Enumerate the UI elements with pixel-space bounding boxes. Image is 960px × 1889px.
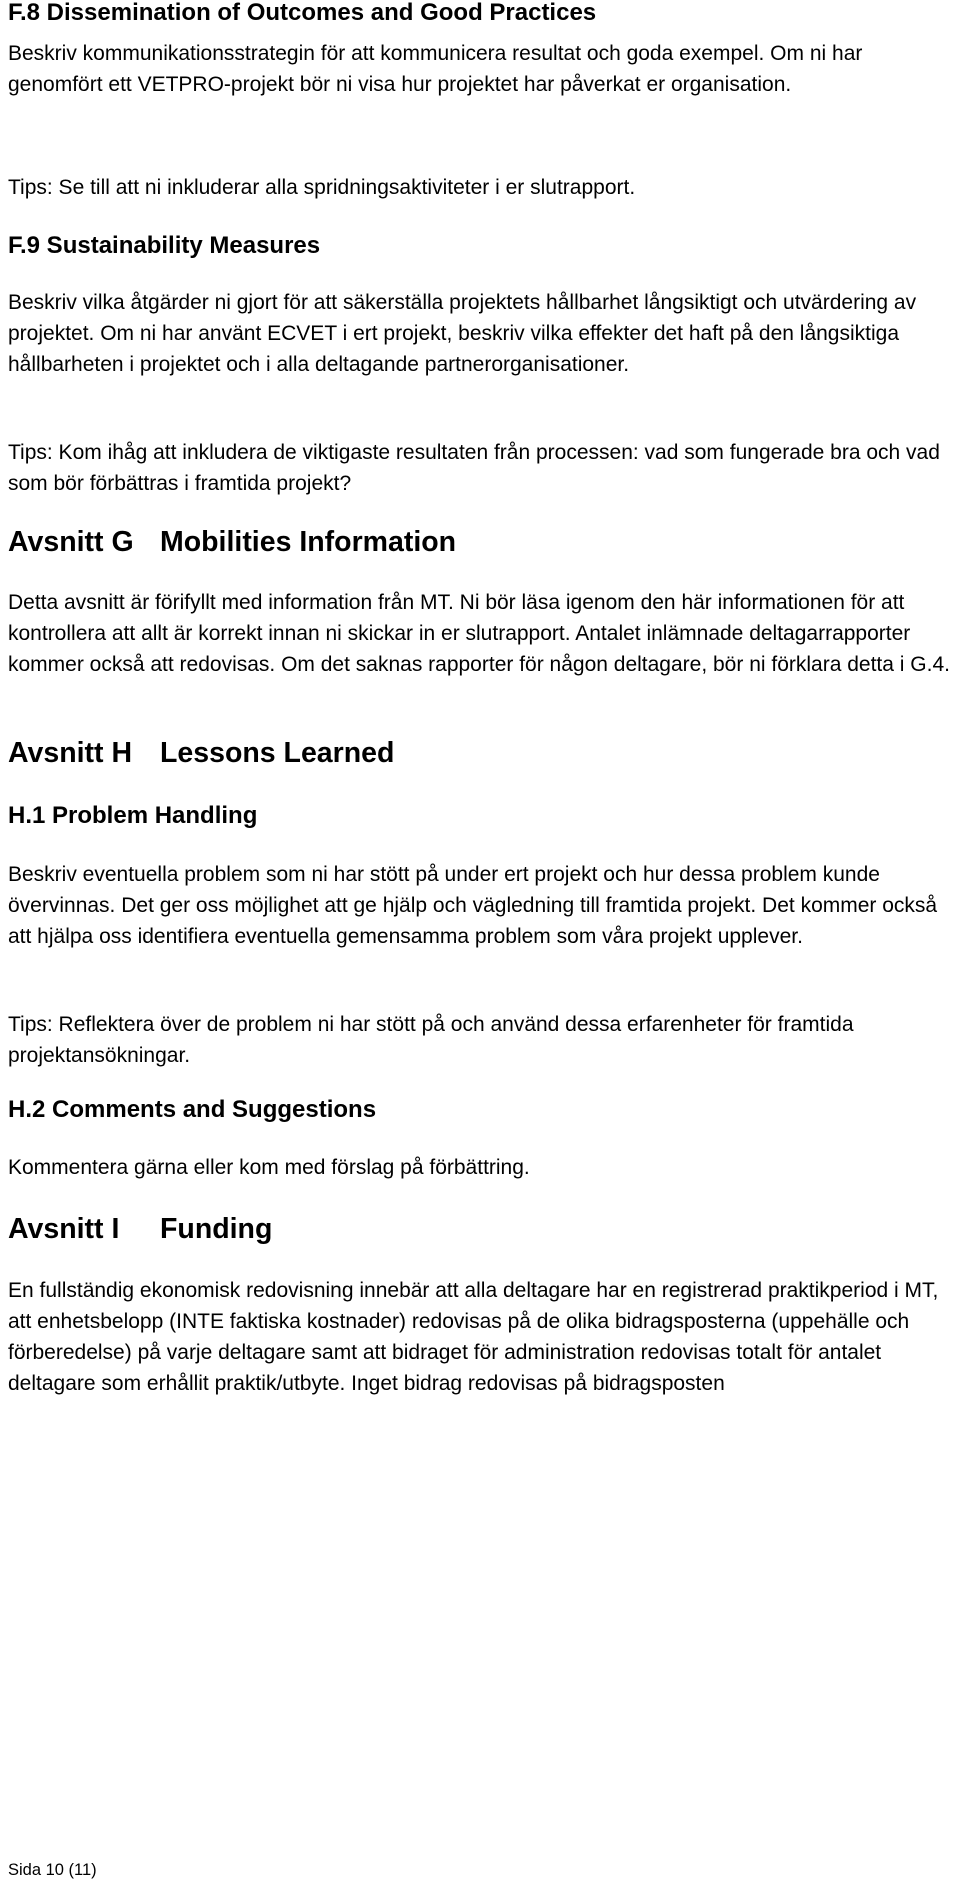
section-i-code: Avsnitt I [8,1213,120,1245]
paragraph-f9-description: Beskriv vilka åtgärder ni gjort för att säkerställa projektets hållbarhet långsiktigt och utvärdering av projektet. Om ni har använt ECVET i ert projekt, beskriv vilka effekter det haft på den långsiktiga hållbarheten i projektet och i alla deltagande partnerorganisationer. [8,291,917,376]
heading-f8: F.8 Dissemination of Outcomes and Good Practices [8,0,597,26]
paragraph-h1-description: Beskriv eventuella problem som ni har stött på under ert projekt och hur dessa problem kunde övervinnas. Det ger oss möjlighet att ge hjälp och vägledning till framtida projekt. Det kommer också att hjälpa oss identifiera eventuella gemensamma problem som våra projekt upplever. [8,863,938,948]
section-i-heading [8,1212,954,1246]
section-g-code: Avsnitt G [8,526,134,558]
paragraph-f8-description: Beskriv kommunikationsstrategin för att kommunicera resultat och goda exempel. Om ni har genomfört ett VETPRO-projekt bör ni visa hur projektet har påverkat er organisation. [8,42,863,96]
paragraph-i-description: En fullständig ekonomisk redovisning innebär att alla deltagare har en registrerad praktikperiod i MT, att enhetsbelopp (INTE faktiska kostnader) redovisas på de olika bidragsposterna (uppehälle och förberedelse) på varje deltagare samt att bidraget för administration redovisas totalt för antalet deltagare som erhållit praktik/utbyte. Inget bidrag redovisas på bidragsposten [8,1279,939,1395]
paragraph-g-description: Detta avsnitt är förifyllt med information från MT. Ni bör läsa igenom den här informationen för att kontrollera att allt är korrekt innan ni skickar in er slutrapport. Antalet inlämnade deltagarrapporter kommer också att redovisas. Om det saknas rapporter för någon deltagare, bör ni förklara detta i G.4. [8,591,950,676]
section-g-title: Mobilities Information [160,526,457,558]
heading-h1: H.1 Problem Handling [8,802,258,829]
paragraph-h1-tips: Tips: Reflektera över de problem ni har stött på och använd dessa erfarenheter för framtida projektansökningar. [8,1013,854,1067]
section-h-heading [8,736,954,770]
heading-h2: H.2 Comments and Suggestions [8,1096,377,1123]
section-h-title: Lessons Learned [160,737,395,769]
paragraph-f8-tips: Tips: Se till att ni inkluderar alla spridningsaktiviteter i er slutrapport. [8,176,636,199]
section-g-heading [8,525,954,559]
page-footer: Sida 10 (11) [8,1861,97,1879]
paragraph-h2-description: Kommentera gärna eller kom med förslag på förbättring. [8,1156,530,1179]
heading-f9: F.9 Sustainability Measures [8,232,321,259]
paragraph-f9-tips: Tips: Kom ihåg att inkludera de viktigaste resultaten från processen: vad som fungerade bra och vad som bör förbättras i framtida projekt? [8,441,940,495]
section-h-code: Avsnitt H [8,737,133,769]
section-i-title: Funding [160,1213,273,1245]
